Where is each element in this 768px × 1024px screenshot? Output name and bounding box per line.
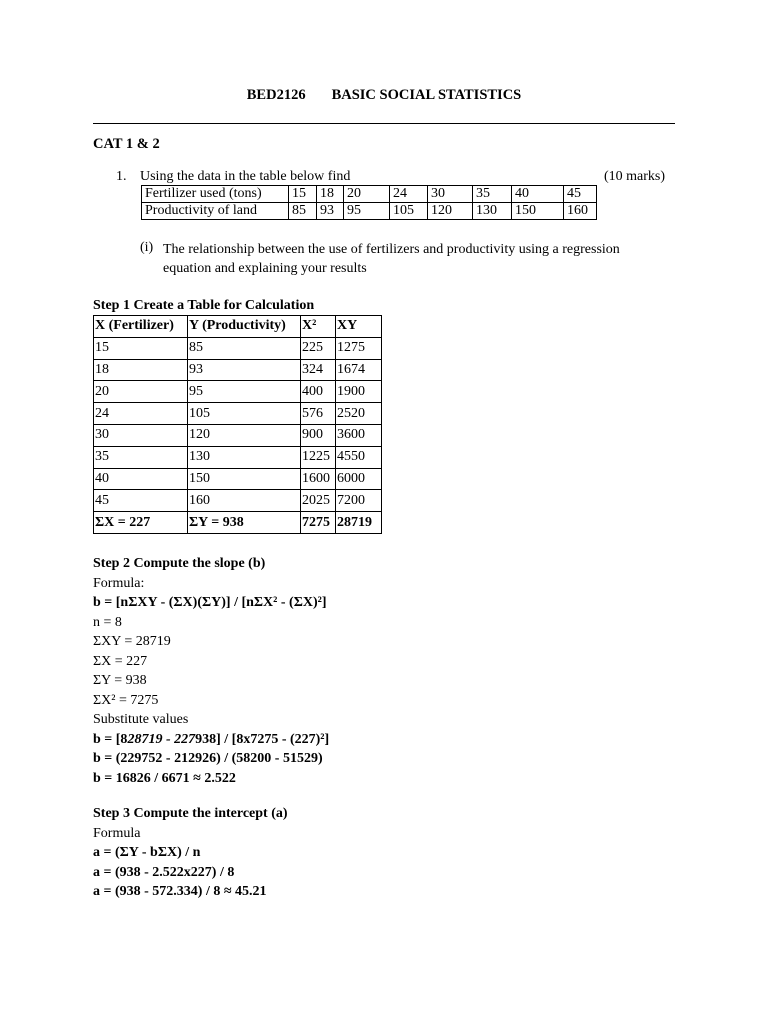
step2-block [93, 554, 329, 788]
sub-question-number: (i) [140, 240, 154, 255]
table-row [94, 490, 382, 512]
table-cell: 1674 [336, 359, 382, 381]
table-cell: 120 [428, 203, 473, 220]
total-cell: ΣX = 227 [94, 512, 188, 534]
course-code: BED2126 [246, 87, 306, 103]
section-title: CAT 1 & 2 [93, 136, 160, 152]
question-text: Using the data in the table below find [140, 169, 351, 184]
table-cell: 20 [344, 186, 390, 203]
step2-substitution: b = [828719 - 227938] / [8x7275 - (227)²] [93, 731, 330, 747]
step2-formula: b = [nΣXY - (ΣX)(ΣY)] / [nΣX² - (ΣX)²] [93, 595, 327, 610]
table-cell: 35 [473, 186, 512, 203]
step2-formula-label: Formula: [93, 575, 145, 591]
table-cell: 35 [94, 446, 188, 468]
question-marks: (10 marks) [604, 169, 666, 184]
step2-sum-x: ΣX = 227 [93, 653, 148, 669]
step2-result: b = 16826 / 6671 ≈ 2.522 [93, 770, 236, 786]
course-title: BASIC SOCIAL STATISTICS [331, 87, 522, 103]
table-cell: 95 [344, 203, 390, 220]
table-cell: 45 [564, 186, 597, 203]
table-cell: 105 [188, 403, 301, 425]
step3-formula-label: Formula [93, 825, 141, 841]
table-row [142, 203, 597, 220]
table-row [142, 186, 597, 203]
header-cell: X (Fertilizer) [94, 316, 188, 338]
table-cell: 105 [390, 203, 428, 220]
step2-calculation: b = (229752 - 212926) / (58200 - 51529) [93, 751, 323, 766]
table-cell: 4550 [336, 446, 382, 468]
table-row [94, 359, 382, 381]
table-totals-row [94, 512, 382, 534]
table-cell: 900 [301, 424, 336, 446]
step2-sum-x2: ΣX² = 7275 [93, 692, 159, 708]
sub-question-line-1: The relationship between the use of fertilizers and productivity using a regression [163, 242, 620, 257]
table-row [94, 403, 382, 425]
step2-sum-y: ΣY = 938 [93, 673, 147, 688]
header-divider [93, 123, 675, 124]
total-cell: ΣY = 938 [188, 512, 301, 534]
step2-substitute-label: Substitute values [93, 712, 189, 727]
total-cell: 28719 [336, 512, 382, 534]
table-row [94, 381, 382, 403]
table-cell: 160 [188, 490, 301, 512]
step3-formula: a = (ΣY - bΣX) / n [93, 845, 201, 860]
calculation-table [93, 315, 382, 534]
table-cell: 15 [289, 186, 317, 203]
table-cell: 20 [94, 381, 188, 403]
table-cell: 324 [301, 359, 336, 381]
step3-title: Step 3 Compute the intercept (a) [93, 806, 288, 821]
table-cell: 225 [301, 337, 336, 359]
row-label: Productivity of land [142, 203, 289, 220]
table-cell: 15 [94, 337, 188, 359]
step2-title: Step 2 Compute the slope (b) [93, 556, 266, 571]
table-cell: 1275 [336, 337, 382, 359]
table-cell: 2520 [336, 403, 382, 425]
step2-n: n = 8 [93, 614, 122, 630]
table-cell: 7200 [336, 490, 382, 512]
table-cell: 3600 [336, 424, 382, 446]
table-row [94, 424, 382, 446]
table-cell: 400 [301, 381, 336, 403]
table-cell: 150 [512, 203, 564, 220]
table-cell: 130 [473, 203, 512, 220]
table-cell: 18 [317, 186, 344, 203]
table-cell: 30 [94, 424, 188, 446]
table-cell: 576 [301, 403, 336, 425]
header-cell: Y (Productivity) [188, 316, 301, 338]
table-cell: 18 [94, 359, 188, 381]
row-label: Fertilizer used (tons) [142, 186, 289, 203]
table-cell: 95 [188, 381, 301, 403]
table-cell: 85 [188, 337, 301, 359]
step3-result: a = (938 - 572.334) / 8 ≈ 45.21 [93, 884, 267, 899]
total-cell: 7275 [301, 512, 336, 534]
table-cell: 130 [188, 446, 301, 468]
header-cell: X² [301, 316, 336, 338]
table-cell: 30 [428, 186, 473, 203]
table-cell: 40 [512, 186, 564, 203]
table-row [94, 446, 382, 468]
table-cell: 24 [390, 186, 428, 203]
table-cell: 6000 [336, 468, 382, 490]
fertilizer-data-table [141, 185, 597, 220]
table-cell: 24 [94, 403, 188, 425]
document-header [0, 87, 768, 104]
table-header-row [94, 316, 382, 338]
header-cell: XY [336, 316, 382, 338]
table-row [94, 337, 382, 359]
table-cell: 150 [188, 468, 301, 490]
table-row [94, 468, 382, 490]
table-cell: 1900 [336, 381, 382, 403]
table-cell: 40 [94, 468, 188, 490]
table-cell: 160 [564, 203, 597, 220]
step1-title: Step 1 Create a Table for Calculation [93, 298, 315, 313]
table-cell: 2025 [301, 490, 336, 512]
table-cell: 1225 [301, 446, 336, 468]
table-cell: 120 [188, 424, 301, 446]
table-cell: 45 [94, 490, 188, 512]
step3-block [93, 804, 288, 902]
question-number: 1. [116, 169, 127, 184]
table-cell: 93 [317, 203, 344, 220]
step3-substitution: a = (938 - 2.522x227) / 8 [93, 864, 235, 880]
sub-question-line-2: equation and explaining your results [163, 261, 367, 276]
table-cell: 85 [289, 203, 317, 220]
step2-sum-xy: ΣXY = 28719 [93, 634, 171, 649]
table-cell: 1600 [301, 468, 336, 490]
table-cell: 93 [188, 359, 301, 381]
